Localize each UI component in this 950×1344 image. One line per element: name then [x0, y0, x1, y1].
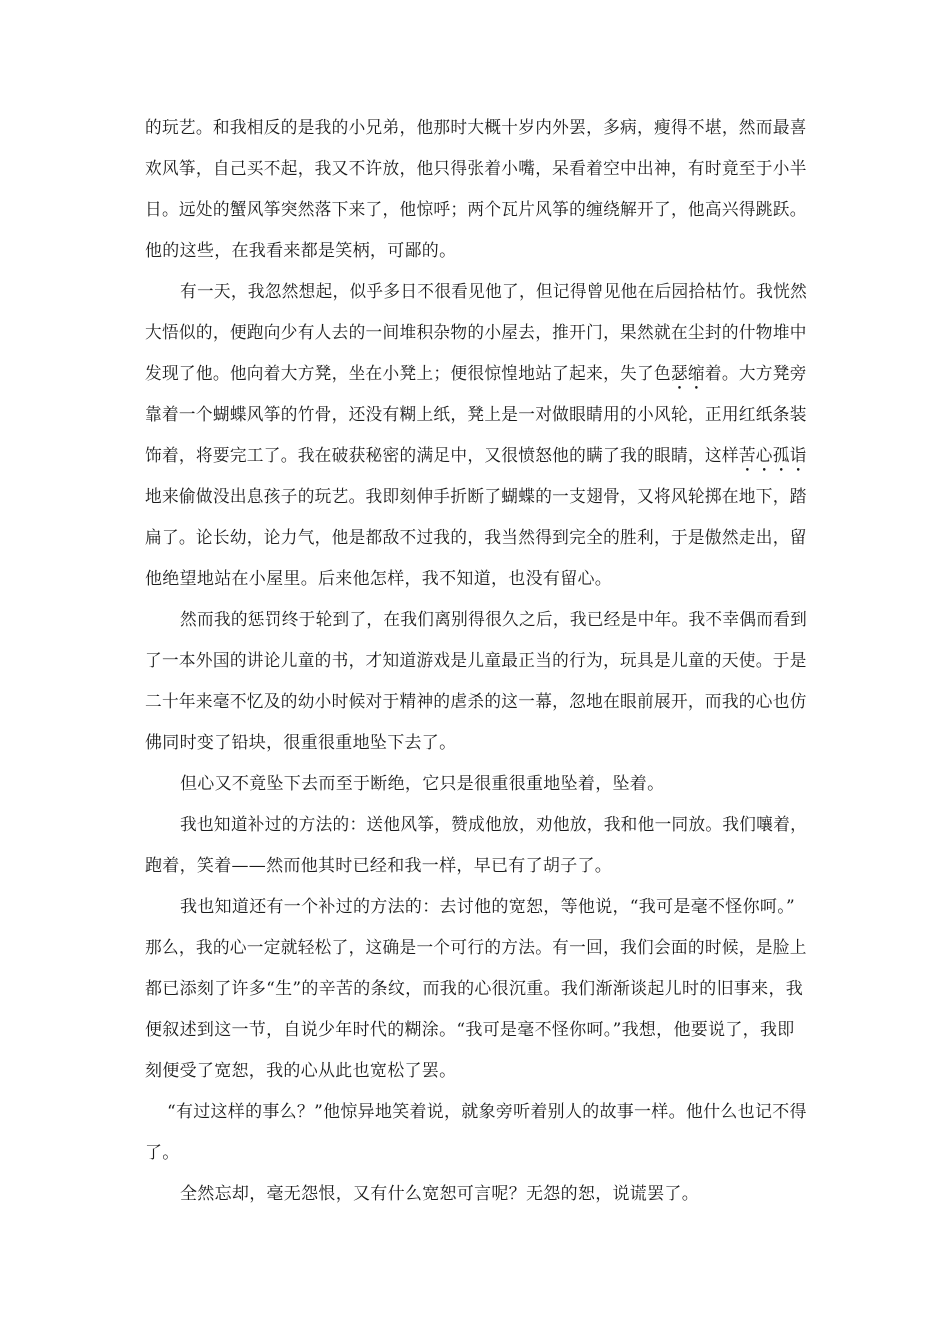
text-line: 大悟似的，便跑向少有人去的一间堆积杂物的小屋去，推开门，果然就在尘封的什物堆中: [145, 323, 807, 343]
text-line: 那么，我的心一定就轻松了，这确是一个可行的方法。有一回，我们会面的时候，是脸上: [145, 938, 807, 958]
text-line: 佛同时变了铅块，很重很重地坠下去了。: [145, 733, 457, 753]
text-line: 地来偷做没出息孩子的玩艺。我即刻伸手折断了蝴蝶的一支翅骨，又将风轮掷在地下，踏: [145, 487, 807, 507]
paragraph-start-line: 但心又不竟坠下去而至于断绝，它只是很重很重地坠着，坠着。: [180, 774, 665, 794]
text-line: 了。: [145, 1143, 180, 1163]
emphasized-word: 瑟缩: [670, 364, 705, 384]
text-line: [145, 444, 807, 468]
text-segment: 饰着，将要完工了。我在破获秘密的满足中，又很愤怒他的瞒了我的眼睛，这样: [145, 446, 739, 466]
text-line: 扁了。论长幼，论力气，他是都敌不过我的，我当然得到完全的胜利，于是傲然走出，留: [145, 528, 807, 548]
paragraph-start-line: 有一天，我忽然想起，似乎多日不很看见他了，但记得曾见他在后园拾枯竹。我恍然: [180, 282, 808, 302]
text-line: 二十年来毫不忆及的幼小时候对于精神的虐杀的这一幕，忽地在眼前展开，而我的心也仿: [145, 692, 807, 712]
text-line: 日。远处的蟹风筝突然落下来了，他惊呼；两个瓦片风筝的缠绕解开了，他高兴得跳跃。: [145, 200, 807, 220]
text-line: 跑着，笑着——然而他其时已经和我一样，早已有了胡子了。: [145, 856, 613, 876]
text-line: 他绝望地站在小屋里。后来他怎样，我不知道，也没有留心。: [145, 569, 613, 589]
text-line: 的玩艺。和我相反的是我的小兄弟，他那时大概十岁内外罢，多病，瘦得不堪，然而最喜: [145, 118, 807, 138]
paragraph-start-line: 我也知道还有一个补过的方法的：去讨他的宽恕，等他说，“我可是毫不怪你呵。”: [180, 897, 795, 917]
text-line: 便叙述到这一节，自说少年时代的糊涂。“我可是毫不怪你呵。”我想，他要说了，我即: [145, 1020, 795, 1040]
text-line: 都已添刻了许多“生”的辛苦的条纹，而我的心很沉重。我们渐渐谈起儿时的旧事来，我: [145, 979, 804, 999]
text-line: [145, 362, 807, 386]
text-line: 欢风筝，自己买不起，我又不许放，他只得张着小嘴，呆看着空中出神，有时竟至于小半: [145, 159, 807, 179]
text-segment: 着。大方凳旁: [704, 364, 807, 384]
emphasized-word: 苦心孤诣: [738, 446, 807, 466]
text-line: 他的这些，在我看来都是笑柄，可鄙的。: [145, 241, 457, 261]
paragraph-start-line: 我也知道补过的方法的：送他风筝，赞成他放，劝他放，我和他一同放。我们嚷着，: [180, 815, 808, 835]
text-line: 了一本外国的讲论儿童的书，才知道游戏是儿童最正当的行为，玩具是儿童的天使。于是: [145, 651, 807, 671]
text-segment: 发现了他。他向着大方凳，坐在小凳上；便很惊惶地站了起来，失了色: [145, 364, 671, 384]
text-line: 靠着一个蝴蝶风筝的竹骨，还没有糊上纸，凳上是一对做眼睛用的小风轮，正用红纸条装: [145, 405, 807, 425]
paragraph-start-line: 然而我的惩罚终于轮到了，在我们离别得很久之后，我已经是中年。我不幸偶而看到: [180, 610, 808, 630]
paragraph-start-line: “有过这样的事么？”他惊异地笑着说，就象旁听着别人的故事一样。他什么也记不得: [167, 1102, 807, 1122]
text-line: 刻便受了宽恕，我的心从此也宽松了罢。: [145, 1061, 457, 1081]
paragraph-start-line: 全然忘却，毫无怨恨，又有什么宽恕可言呢？无怨的恕，说谎罢了。: [180, 1184, 699, 1204]
